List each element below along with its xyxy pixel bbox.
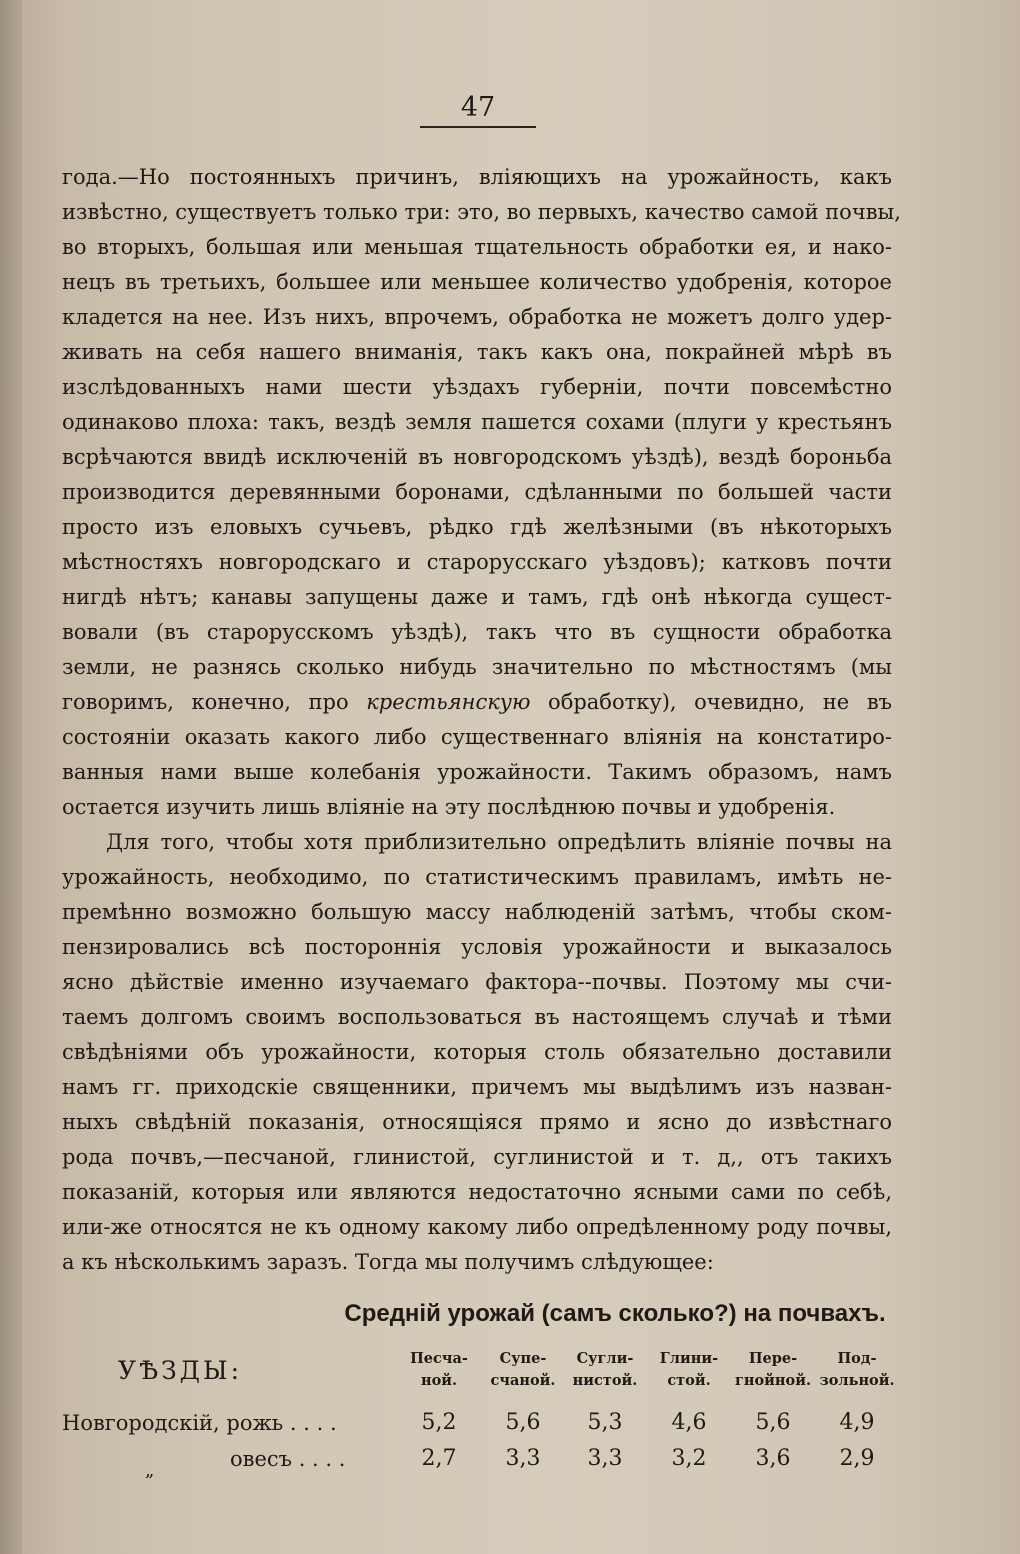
- table-row-header: УѢЗДЫ:: [118, 1356, 243, 1385]
- table-cell: 3,3: [587, 1446, 623, 1471]
- column-header-line: Под-: [837, 1350, 877, 1367]
- text-line: свѣдѣніями объ урожайности, которыя столь обязательно доставили: [62, 1040, 892, 1064]
- text-line: пензировались всѣ постороннія условія урожайности и выказалось: [62, 935, 892, 959]
- text-line: производится деревянными боронами, сдѣланными по большей части: [62, 480, 892, 504]
- text-line: таемъ долгомъ своимъ воспользоваться въ настоящемъ случаѣ и тѣми: [62, 1005, 892, 1029]
- text-line: урожайность, необходимо, по статистическимъ правиламъ, имѣть не-: [62, 865, 892, 889]
- table-row-label: Новгородскій, рожь . . . .: [62, 1411, 337, 1435]
- text-line: ясно дѣйствіе именно изучаемаго фактора--почвы. Поэтому мы счи-: [62, 970, 892, 994]
- body-text: [62, 160, 901, 1280]
- column-header-line: ной.: [420, 1372, 458, 1389]
- text-line: премѣнно возможно большую массу наблюденій затѣмъ, чтобы ском-: [62, 900, 892, 924]
- table-cell: 3,6: [755, 1446, 791, 1471]
- text-line: нигдѣ нѣтъ; канавы запущены даже и тамъ, гдѣ онѣ нѣкогда сущест-: [62, 585, 892, 609]
- table-cell: 3,3: [505, 1446, 541, 1471]
- text-line: или-же относятся не къ одному какому либо опредѣленному роду почвы,: [62, 1215, 892, 1239]
- text-line: вовали (въ старорусскомъ уѣздѣ), такъ что въ сущности обработка: [62, 620, 892, 644]
- table-cell: 3,2: [671, 1446, 707, 1471]
- text-line: живать на себя нашего вниманія, такъ какъ она, покрайней мѣрѣ въ: [62, 340, 892, 364]
- text-line: изслѣдованныхъ нами шести уѣздахъ губерніи, почти повсемѣстно: [62, 375, 892, 399]
- text-line: ныхъ свѣдѣній показанія, относящіяся прямо и ясно до извѣстнаго: [62, 1110, 892, 1134]
- column-header: [396, 1348, 482, 1392]
- text-line: состояніи оказать какого либо существеннаго вліянія на констатиро-: [62, 725, 892, 749]
- column-header-line: стой.: [667, 1372, 711, 1389]
- italic-emphasis: крестьянскую: [366, 690, 531, 714]
- table-title: Среднiй урожай (самъ сколько?) на почвахъ.: [344, 1300, 886, 1327]
- column-header: [480, 1348, 566, 1392]
- page-spine-shadow: [0, 0, 22, 1554]
- ditto-mark: „: [145, 1460, 155, 1481]
- text-line: остается изучить лишь вліяніе на эту послѣднюю почвы и удобренія.: [62, 795, 836, 819]
- column-header: [646, 1348, 732, 1392]
- table-row-label: овесъ . . . .: [230, 1447, 346, 1471]
- table-cell: 5,2: [421, 1410, 457, 1435]
- column-header-line: счаной.: [490, 1372, 556, 1389]
- text-line: [62, 685, 892, 720]
- text-line: ванныя нами выше колебанія урожайности. Такимъ образомъ, намъ: [62, 760, 892, 784]
- text-line: нецъ въ третьихъ, большее или меньшее количество удобренія, которое: [62, 270, 892, 294]
- text-line: Для того, чтобы хотя приблизительно опредѣлить вліяніе почвы на: [106, 830, 892, 854]
- text-line: года.—Но постоянныхъ причинъ, вліяющихъ на урожайность, какъ: [62, 165, 892, 189]
- column-header-line: Супе-: [499, 1350, 547, 1367]
- column-header-line: Пере-: [748, 1350, 798, 1367]
- text-line: земли, не разнясь сколько нибудь значительно по мѣстностямъ (мы: [62, 655, 892, 679]
- column-header-line: нистой.: [572, 1372, 638, 1389]
- table-cell: 4,9: [839, 1410, 875, 1435]
- column-header-line: гнойной.: [734, 1372, 811, 1389]
- table-cell: 2,9: [839, 1446, 875, 1471]
- text-line: всрѣчаются ввидѣ исключеній въ новгородскомъ уѣздѣ), вездѣ бороньба: [62, 445, 892, 469]
- table-cell: 5,3: [587, 1410, 623, 1435]
- column-header: [814, 1348, 900, 1392]
- text-line: просто изъ еловыхъ сучьевъ, рѣдко гдѣ желѣзными (въ нѣкоторыхъ: [62, 515, 892, 539]
- page-number-rule: [420, 126, 536, 128]
- table-cell: 4,6: [671, 1410, 707, 1435]
- table-cell: 5,6: [755, 1410, 791, 1435]
- column-header-line: Песча-: [410, 1350, 468, 1367]
- column-header-line: зольной.: [819, 1372, 895, 1389]
- column-header: [562, 1348, 648, 1392]
- text-line: одинаково плоха: такъ, вездѣ земля пашется сохами (плуги у крестьянъ: [62, 410, 892, 434]
- column-header-line: Глини-: [659, 1350, 719, 1367]
- column-header-line: Сугли-: [576, 1350, 634, 1367]
- table-cell: 2,7: [421, 1446, 457, 1471]
- text-line: намъ гг. приходскіе священники, причемъ мы выдѣлимъ изъ назван-: [62, 1075, 892, 1099]
- text-segment: говоримъ, конечно, про: [62, 690, 367, 714]
- table-cell: 5,6: [505, 1410, 541, 1435]
- column-header: [730, 1348, 816, 1392]
- text-segment: обработку), очевидно, не въ: [530, 690, 892, 714]
- text-line: кладется на нее. Изъ нихъ, впрочемъ, обработка не можетъ долго удер-: [62, 305, 892, 329]
- text-line: извѣстно, существуетъ только три: это, во первыхъ, качество самой почвы,: [62, 200, 901, 224]
- text-line: рода почвъ,—песчаной, глинистой, суглинистой и т. д,, отъ такихъ: [62, 1145, 892, 1169]
- text-line: во вторыхъ, большая или меньшая тщательность обработки ея, и нако-: [62, 235, 892, 259]
- text-line: а къ нѣсколькимъ заразъ. Тогда мы получимъ слѣдующее:: [62, 1250, 714, 1274]
- text-line: показаній, которыя или являются недостаточно ясными сами по себѣ,: [62, 1180, 892, 1204]
- text-line: мѣстностяхъ новгородскаго и старорусскаго уѣздовъ); катковъ почти: [62, 550, 892, 574]
- page-number: 47: [460, 92, 496, 123]
